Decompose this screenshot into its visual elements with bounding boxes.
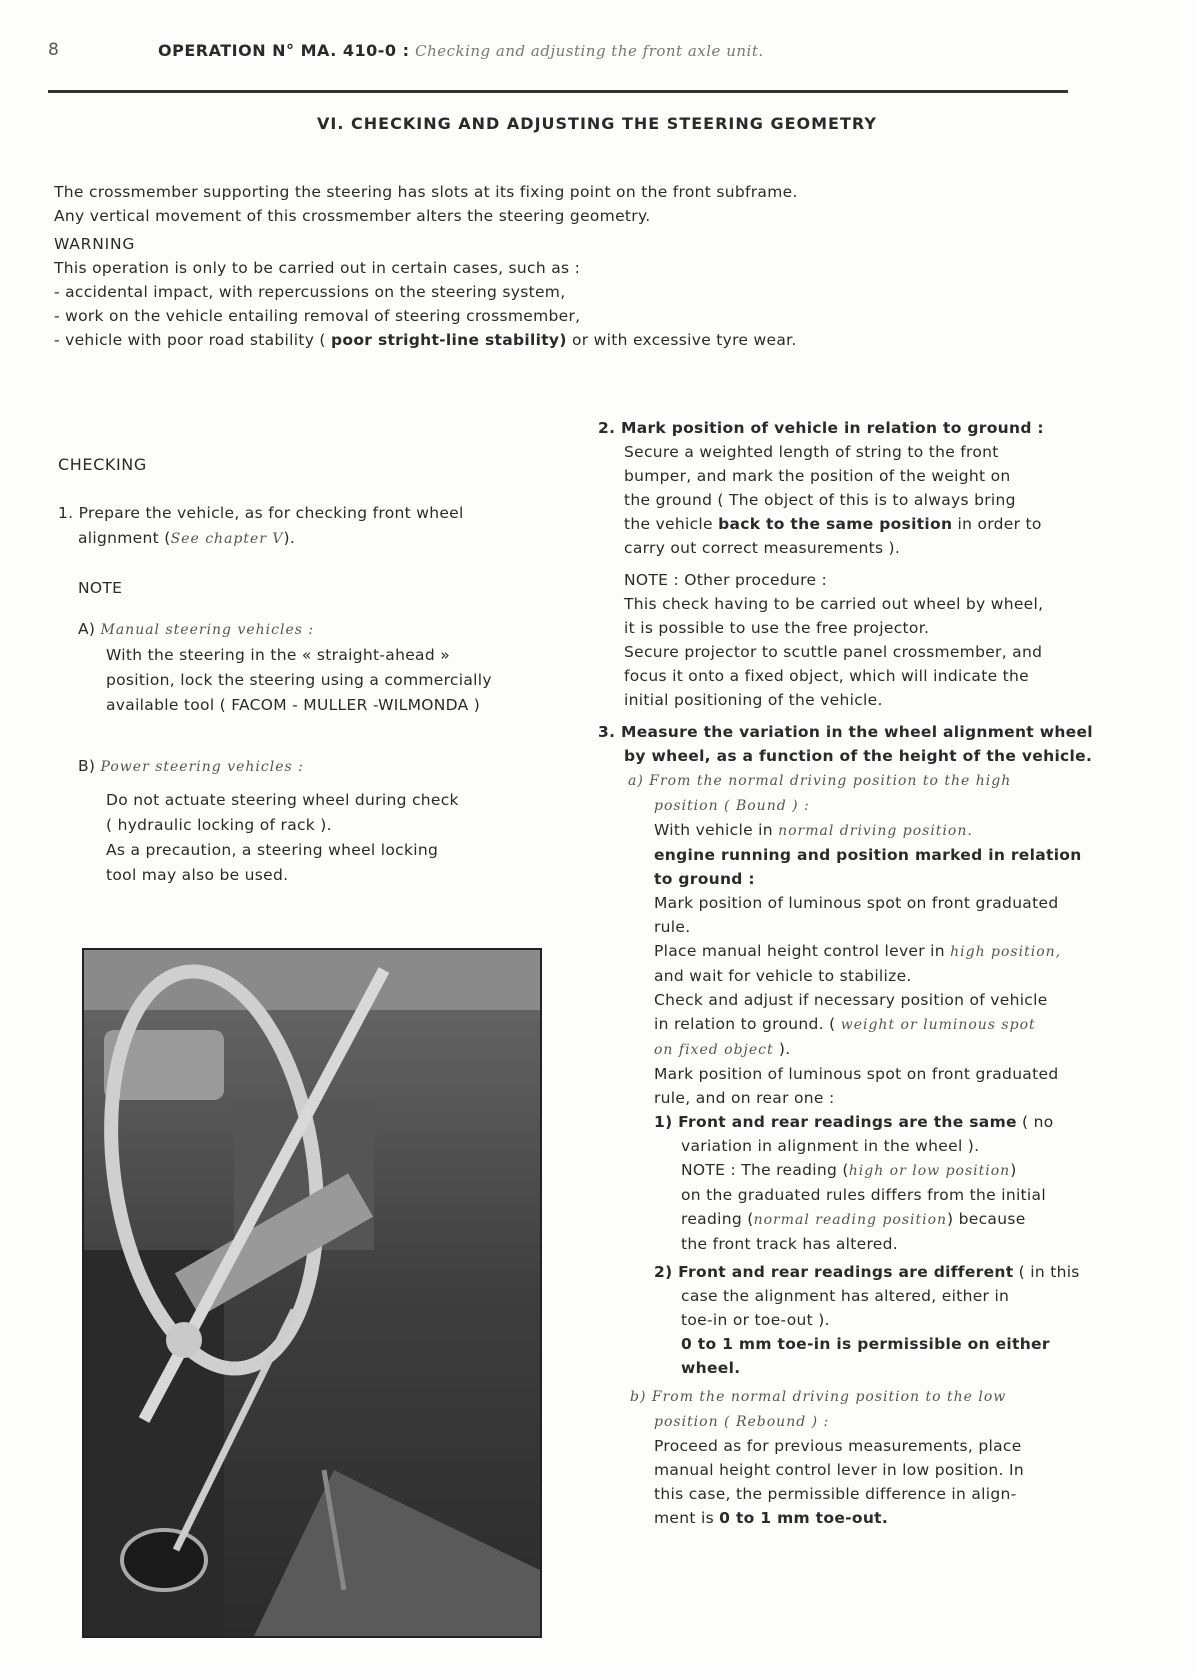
- step-2-text: bumper, and mark the position of the weight on: [624, 467, 1011, 485]
- sub-a-text: Place manual height control lever in high position,: [654, 942, 1062, 960]
- checking-column: [58, 452, 578, 888]
- power-steering-title: B) Power steering vehicles :: [78, 757, 304, 775]
- note-text: Secure projector to scuttle panel crossmember, and: [624, 643, 1043, 661]
- sub-b-text: manual height control lever in low position. In: [654, 1461, 1025, 1479]
- sub-a-text: Mark position of luminous spot on front graduated: [654, 1065, 1059, 1083]
- sub-a-text: in relation to ground. ( weight or luminous spot: [654, 1015, 1036, 1033]
- reading-different-text: case the alignment has altered, either in: [681, 1287, 1010, 1305]
- sub-b-text: ment is 0 to 1 mm toe-out.: [654, 1509, 889, 1527]
- manual-steering-text: With the steering in the « straight-ahead »: [106, 646, 450, 664]
- power-steering-text: ( hydraulic locking of rack ).: [106, 816, 332, 834]
- sub-a-text: to ground :: [654, 870, 755, 888]
- intro-text: [54, 180, 1134, 352]
- sub-b-text: this case, the permissible difference in align-: [654, 1485, 1017, 1503]
- sub-a-title: a) From the normal driving position to the high: [628, 773, 1012, 789]
- intro-line: The crossmember supporting the steering has slots at its fixing point on the front subframe.: [54, 183, 798, 201]
- step-2-text: carry out correct measurements ).: [624, 539, 901, 557]
- operation-number: OPERATION N° MA. 410-0 :: [158, 41, 410, 60]
- warning-title: WARNING: [54, 235, 136, 253]
- sub-b-text: Proceed as for previous measurements, place: [654, 1437, 1022, 1455]
- reading-same-text: the front track has altered.: [681, 1235, 899, 1253]
- intro-line: Any vertical movement of this crossmember alters the steering geometry.: [54, 207, 651, 225]
- reading-same-text: reading (normal reading position) because: [681, 1210, 1026, 1228]
- reading-same-text: NOTE : The reading (high or low position): [681, 1161, 1017, 1179]
- power-steering-text: Do not actuate steering wheel during check: [106, 791, 459, 809]
- operation-header: [158, 41, 764, 60]
- reading-same: 1) Front and rear readings are the same ( no: [654, 1113, 1054, 1131]
- step-3-title: by wheel, as a function of the height of the vehicle.: [624, 747, 1093, 765]
- manual-steering-text: position, lock the steering using a commercially: [106, 671, 492, 689]
- note-text: focus it onto a fixed object, which will indicate the: [624, 667, 1029, 685]
- warning-text: This operation is only to be carried out in certain cases, such as :: [54, 259, 581, 277]
- reading-same-text: on the graduated rules differs from the initial: [681, 1186, 1046, 1204]
- power-steering-text: As a precaution, a steering wheel locking: [106, 841, 439, 859]
- power-steering-text: tool may also be used.: [106, 866, 289, 884]
- steering-lock-illustration: [84, 950, 540, 1636]
- warning-case: - work on the vehicle entailing removal of steering crossmember,: [54, 307, 581, 325]
- sub-a-text: on fixed object ).: [654, 1040, 791, 1058]
- operation-subtitle: Checking and adjusting the front axle unit.: [415, 42, 764, 60]
- manual-steering-text: available tool ( FACOM - MULLER -WILMONDA ): [106, 696, 481, 714]
- reading-different: 2) Front and rear readings are different ( in this: [654, 1263, 1080, 1281]
- step-2-text: Secure a weighted length of string to the front: [624, 443, 999, 461]
- checking-title: CHECKING: [58, 455, 147, 474]
- step-2-title: 2. Mark position of vehicle in relation to ground :: [598, 419, 1044, 437]
- note-other-procedure: NOTE : Other procedure :: [624, 571, 828, 589]
- step-1: 1. Prepare the vehicle, as for checking front wheel: [58, 504, 464, 522]
- sub-a-text: engine running and position marked in relation: [654, 846, 1082, 864]
- note-label: NOTE: [78, 579, 123, 597]
- reading-different-text: toe-in or toe-out ).: [681, 1311, 830, 1329]
- sub-b-title: b) From the normal driving position to the low: [630, 1389, 1007, 1405]
- step-3-title: 3. Measure the variation in the wheel alignment wheel: [598, 723, 1093, 741]
- note-text: initial positioning of the vehicle.: [624, 691, 883, 709]
- step-1-cont: alignment (See chapter V).: [78, 529, 296, 547]
- step-2-text: the vehicle back to the same position in order to: [624, 515, 1042, 533]
- steering-lock-photo: [82, 948, 542, 1638]
- sub-a-text: With vehicle in normal driving position.: [654, 821, 973, 839]
- header-rule: [48, 90, 1068, 93]
- sub-a-text: Mark position of luminous spot on front graduated: [654, 894, 1059, 912]
- sub-b-title: position ( Rebound ) :: [654, 1414, 830, 1430]
- note-text: it is possible to use the free projector.: [624, 619, 930, 637]
- note-text: This check having to be carried out wheel by wheel,: [624, 595, 1044, 613]
- sub-a-text: rule, and on rear one :: [654, 1089, 835, 1107]
- sub-a-text: rule.: [654, 918, 691, 936]
- section-title: VI. CHECKING AND ADJUSTING THE STEERING GEOMETRY: [317, 114, 877, 133]
- page-number: 8: [48, 40, 59, 60]
- sub-a-text: and wait for vehicle to stabilize.: [654, 967, 912, 985]
- warning-case: - vehicle with poor road stability ( poor stright-line stability) or with excessive tyre wear.: [54, 331, 797, 349]
- sub-a-text: Check and adjust if necessary position of vehicle: [654, 991, 1048, 1009]
- reading-different-text: 0 to 1 mm toe-in is permissible on either wheel.: [681, 1335, 1050, 1377]
- warning-case: - accidental impact, with repercussions on the steering system,: [54, 283, 566, 301]
- sub-a-title: position ( Bound ) :: [654, 798, 810, 814]
- reading-same-text: variation in alignment in the wheel ).: [681, 1137, 980, 1155]
- measure-column: [598, 416, 1098, 1530]
- step-2-text: the ground ( The object of this is to always bring: [624, 491, 1016, 509]
- manual-steering-title: A) Manual steering vehicles :: [78, 620, 315, 638]
